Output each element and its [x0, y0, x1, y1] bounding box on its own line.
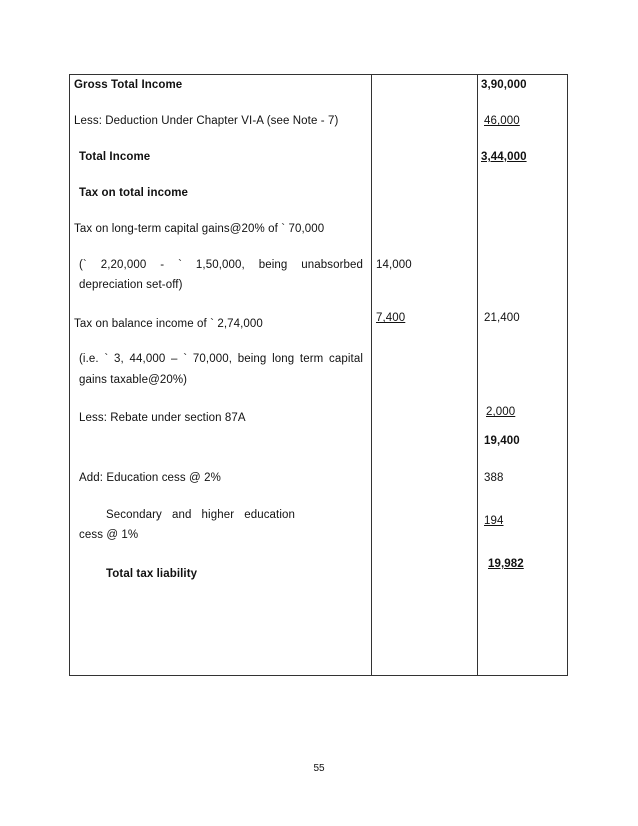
- column-divider-2: [477, 75, 478, 675]
- total-tax-liability-amount: 19,982: [488, 558, 524, 570]
- deduction-label: Less: Deduction Under Chapter VI-A (see Note - 7): [74, 115, 339, 127]
- deduction-amount: 46,000: [484, 115, 520, 127]
- ltcg-tax-amount: 14,000: [376, 259, 412, 271]
- ltcg-note-line1: (` 2,20,000 - ` 1,50,000, being unabsorbed: [79, 259, 363, 271]
- ltcg-note-line2: depreciation set-off): [79, 279, 183, 291]
- balance-tax-amount: 7,400: [376, 312, 406, 324]
- gross-total-income-amount: 3,90,000: [481, 79, 527, 91]
- balance-tax-label: Tax on balance income of ` 2,74,000: [74, 318, 263, 330]
- education-cess-label: Add: Education cess @ 2%: [79, 472, 221, 484]
- total-tax-liability-label: Total tax liability: [106, 568, 198, 580]
- balance-note-line1: (i.e. ` 3, 44,000 – ` 70,000, being long term capital: [79, 353, 363, 365]
- page-number: 55: [313, 763, 325, 774]
- tax-after-rebate: 19,400: [484, 435, 520, 447]
- secondary-cess-amount: 194: [484, 515, 504, 527]
- rebate-label: Less: Rebate under section 87A: [79, 412, 246, 424]
- secondary-cess-line2: cess @ 1%: [79, 529, 139, 541]
- ltcg-tax-label: Tax on long-term capital gains@20% of ` 70,000: [74, 223, 325, 235]
- column-divider-1: [371, 75, 372, 675]
- gross-total-income-label: Gross Total Income: [74, 79, 183, 91]
- rebate-amount: 2,000: [486, 406, 516, 418]
- total-income-label: Total Income: [79, 151, 151, 163]
- total-income-amount: 3,44,000: [481, 151, 527, 163]
- secondary-cess-line1: Secondary and higher education: [106, 509, 295, 521]
- education-cess-amount: 388: [484, 472, 504, 484]
- tax-on-total-income-heading: Tax on total income: [79, 187, 189, 199]
- balance-note-line2: gains taxable@20%): [79, 374, 188, 386]
- combined-tax-amount: 21,400: [484, 312, 520, 324]
